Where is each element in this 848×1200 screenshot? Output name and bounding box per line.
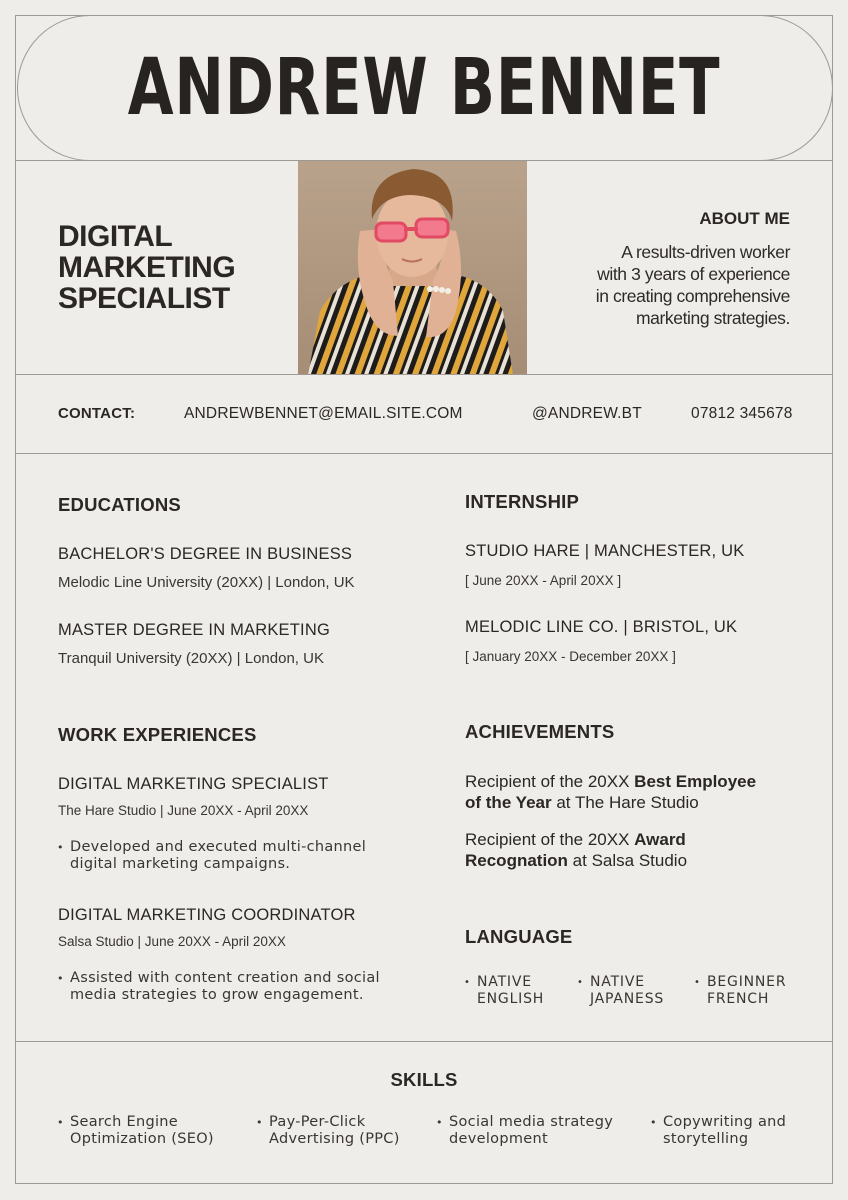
work-bullet-line: • Developed and executed multi-channel [70, 839, 367, 855]
skill-line: • Copywriting and [663, 1114, 787, 1130]
about-me-heading: ABOUT ME [699, 209, 790, 228]
skill-line: Optimization (SEO) [70, 1131, 214, 1147]
about-me-line: A results-driven worker [621, 242, 790, 262]
language-level: • BEGINNER [707, 974, 787, 990]
work-bullet-line: digital marketing campaigns. [70, 856, 291, 872]
skill-item [269, 1114, 400, 1148]
internship-title: STUDIO HARE | MANCHESTER, UK [465, 542, 745, 560]
skills-heading: SKILLS [390, 1069, 458, 1090]
contact-handle[interactable]: @ANDREW.BT [532, 405, 642, 422]
educations-heading: EDUCATIONS [58, 494, 181, 515]
achievement-highlight: Recognation [465, 851, 568, 870]
skill-line: storytelling [663, 1131, 749, 1147]
work-bullet [70, 970, 380, 1004]
work-experiences-heading: WORK EXPERIENCES [58, 724, 257, 745]
job-title [58, 221, 235, 314]
work-title: DIGITAL MARKETING SPECIALIST [58, 775, 329, 793]
achievement-text: Recipient of the 20XX [465, 772, 635, 791]
achievement-item [465, 771, 795, 813]
about-me-line: marketing strategies. [635, 308, 790, 328]
language-name: ENGLISH [477, 991, 545, 1007]
contact-email[interactable]: ANDREWBENNET@EMAIL.SITE.COM [184, 405, 463, 422]
skill-line: • Pay-Per-Click [269, 1114, 366, 1130]
work-title: DIGITAL MARKETING COORDINATOR [58, 906, 356, 924]
work-detail: The Hare Studio | June 20XX - April 20XX [58, 803, 309, 818]
language-level: • NATIVE [477, 974, 532, 990]
language-heading: LANGUAGE [465, 926, 573, 947]
divider [16, 374, 832, 375]
language-name: FRENCH [707, 991, 770, 1007]
language-item [707, 974, 786, 1008]
internship-dates: [ January 20XX - December 20XX ] [465, 649, 676, 664]
education-detail: Melodic Line University (20XX) | London, UK [58, 574, 355, 591]
skill-item [449, 1114, 613, 1148]
job-title-line: MARKETING [58, 251, 236, 284]
achievement-highlight: of the Year [465, 793, 552, 812]
skill-line: Advertising (PPC) [269, 1131, 400, 1147]
contact-phone[interactable]: 07812 345678 [691, 405, 793, 422]
education-title: MASTER DEGREE IN MARKETING [58, 621, 330, 639]
achievements-heading: ACHIEVEMENTS [465, 721, 615, 742]
language-item [590, 974, 664, 1008]
skill-line: • Social media strategy [449, 1114, 614, 1130]
skill-line: development [449, 1131, 548, 1147]
achievement-highlight: Award [634, 830, 686, 849]
job-title-line: SPECIALIST [58, 282, 230, 315]
internship-dates: [ June 20XX - April 20XX ] [465, 573, 622, 588]
skill-item [70, 1114, 214, 1148]
resume-page [15, 15, 833, 1184]
achievement-highlight: Best Employee [634, 772, 757, 791]
work-detail: Salsa Studio | June 20XX - April 20XX [58, 934, 286, 949]
skill-item [663, 1114, 786, 1148]
achievement-text: at The Hare Studio [551, 793, 699, 812]
applicant-name: ANDREW BENNET [127, 43, 721, 133]
education-detail: Tranquil University (20XX) | London, UK [58, 650, 324, 667]
about-me-line: in creating comprehensive [595, 286, 790, 306]
achievement-text: at Salsa Studio [567, 851, 688, 870]
about-me-line: with 3 years of experience [597, 264, 790, 284]
internship-heading: INTERNSHIP [465, 491, 580, 512]
work-bullet [70, 839, 366, 873]
education-title: BACHELOR'S DEGREE IN BUSINESS [58, 545, 353, 563]
profile-photo-illustration [298, 161, 527, 375]
achievement-item [465, 829, 795, 871]
language-name: JAPANESS [590, 991, 665, 1007]
language-level: • NATIVE [590, 974, 645, 990]
job-title-line: DIGITAL [58, 220, 173, 253]
skill-line: • Search Engine [70, 1114, 179, 1130]
achievement-text: Recipient of the 20XX [465, 830, 635, 849]
divider [16, 1041, 832, 1042]
internship-title: MELODIC LINE CO. | BRISTOL, UK [465, 618, 738, 636]
work-bullet-line: • Assisted with content creation and social [70, 970, 380, 986]
divider [16, 453, 832, 454]
work-bullet-line: media strategies to grow engagement. [70, 987, 364, 1003]
contact-label: CONTACT: [58, 405, 136, 422]
about-me-text [530, 241, 790, 329]
profile-photo [298, 161, 527, 375]
language-item [477, 974, 544, 1008]
